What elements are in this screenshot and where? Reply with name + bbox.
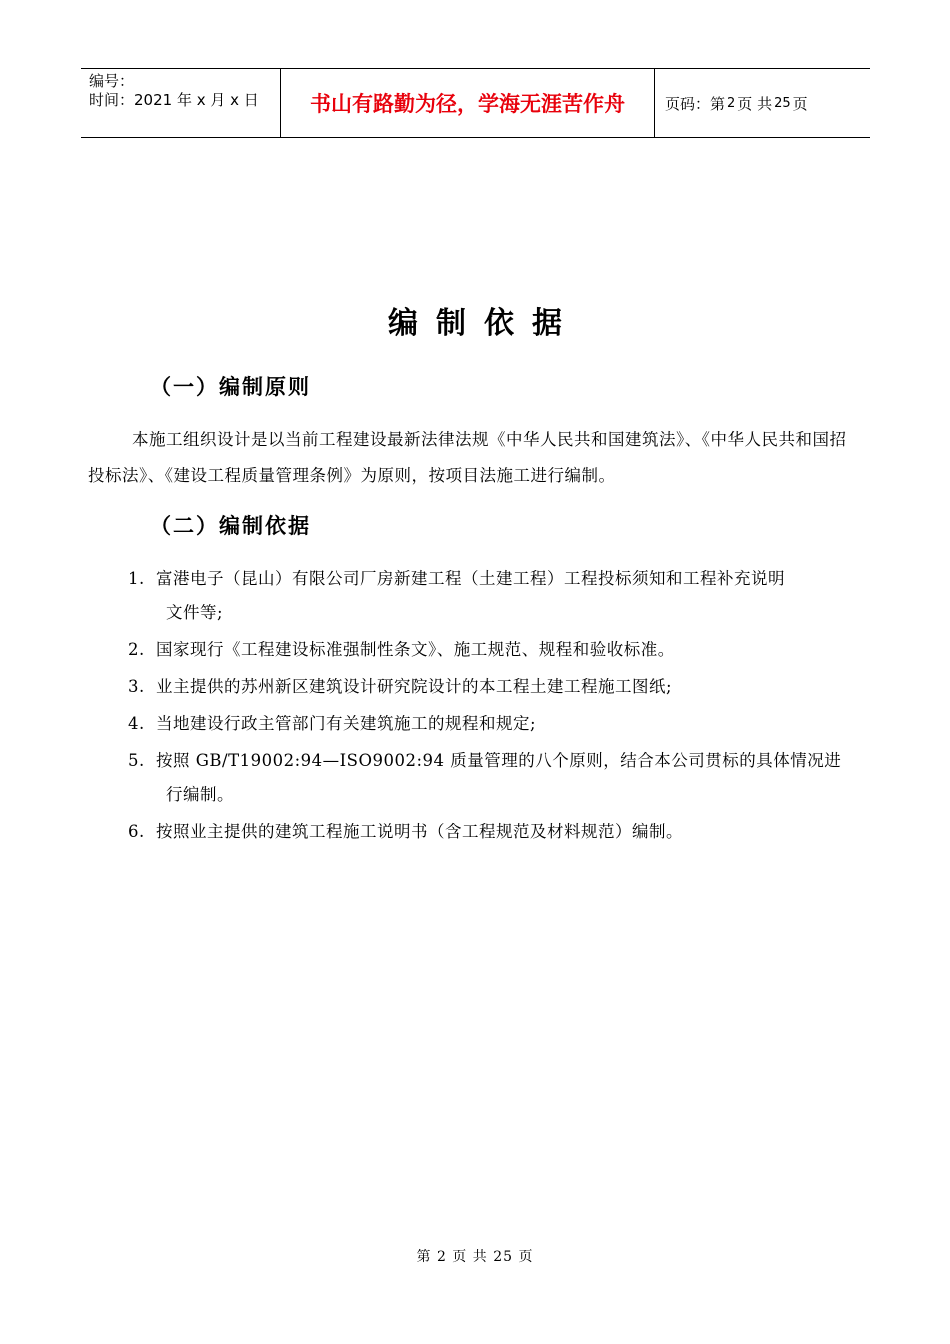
document-title: 编制依据 bbox=[388, 306, 580, 341]
page-footer: 第 2 页 共 25 页 bbox=[416, 1249, 534, 1265]
list-item-continuation: 行编制。 bbox=[166, 785, 234, 804]
page-mid: 页 共 bbox=[737, 94, 773, 113]
section-heading-basis: （二）编制依据 bbox=[150, 513, 311, 538]
list-item-index: 6. bbox=[128, 822, 145, 841]
page-prefix: 页码：第 bbox=[665, 94, 726, 113]
list-item-continuation: 文件等; bbox=[166, 603, 224, 622]
header-page-info bbox=[655, 69, 870, 137]
list-item-index: 3. bbox=[128, 677, 145, 696]
list-item bbox=[128, 670, 868, 704]
header-info-cell bbox=[81, 69, 281, 137]
list-item-text: 业主提供的苏州新区建筑设计研究院设计的本工程土建工程施工图纸; bbox=[156, 677, 673, 696]
list-item-text: 按照 GB/T19002:94—ISO9002:94 质量管理的八个原则，结合本公司贯标的具体情况进 bbox=[156, 751, 842, 770]
section-paragraph-principles: 本施工组织设计是以当前工程建设最新法律法规《中华人民共和国建筑法》、《中华人民共和国招投标法》、《建设工程质量管理条例》为原则，按项目法施工进行编制。 bbox=[88, 430, 847, 485]
list-item-index: 2. bbox=[128, 640, 145, 659]
page-suffix: 页 bbox=[792, 94, 808, 113]
list-item-index: 4. bbox=[128, 714, 145, 733]
list-item-text: 按照业主提供的建筑工程施工说明书（含工程规范及材料规范）编制。 bbox=[156, 822, 683, 841]
list-item bbox=[128, 633, 868, 667]
page-header bbox=[81, 68, 870, 138]
number-label: 编号： bbox=[89, 72, 135, 90]
header-motto: 书山有路勤为径，学海无涯苦作舟 bbox=[281, 69, 655, 137]
basis-list bbox=[128, 562, 868, 852]
list-item-text: 富港电子（昆山）有限公司厂房新建工程（土建工程）工程投标须知和工程补充说明 bbox=[156, 569, 785, 588]
list-item bbox=[128, 815, 868, 849]
page-current: 2 bbox=[727, 95, 736, 111]
list-item bbox=[128, 744, 868, 812]
list-item-index: 1. bbox=[128, 569, 145, 588]
list-item bbox=[128, 562, 868, 630]
list-item bbox=[128, 707, 868, 741]
list-item-text: 当地建设行政主管部门有关建筑施工的规程和规定; bbox=[156, 714, 537, 733]
page-total: 25 bbox=[774, 95, 791, 111]
section-heading-principles: （一）编制原则 bbox=[150, 374, 311, 399]
list-item-text: 国家现行《工程建设标准强制性条文》、施工规范、规程和验收标准。 bbox=[156, 640, 675, 659]
time-label: 时间：2021 年 x 月 x 日 bbox=[89, 91, 259, 109]
list-item-index: 5. bbox=[128, 751, 145, 770]
